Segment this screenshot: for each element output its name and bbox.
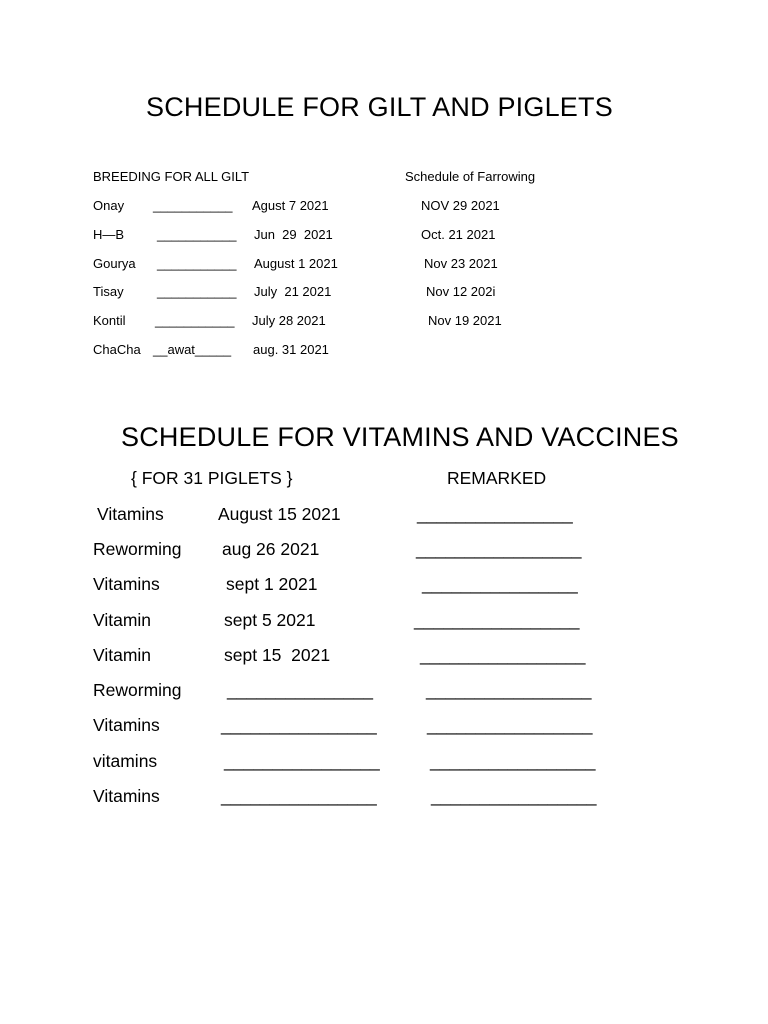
- gilt-name: ChaCha: [93, 342, 141, 357]
- gilt-name: H—B: [93, 227, 125, 242]
- vitamin-remark: _________________: [430, 751, 596, 771]
- vitamin-item: Vitamins: [93, 715, 160, 735]
- piglets-subheader: { FOR 31 PIGLETS }: [131, 468, 293, 488]
- vitamin-date: aug 26 2021: [222, 539, 320, 559]
- vitamin-date: sept 5 2021: [224, 610, 316, 630]
- vitamin-remark: _________________: [426, 680, 592, 700]
- gilt-blank: __awat_____: [153, 342, 232, 357]
- farrowing-date: Oct. 21 2021: [421, 227, 496, 242]
- vitamin-remark: _________________: [427, 715, 593, 735]
- breeding-header: BREEDING FOR ALL GILT: [93, 169, 250, 184]
- vitamin-date: ________________: [224, 751, 380, 771]
- vitamin-item: vitamins: [93, 751, 158, 771]
- vitamin-remark: ________________: [417, 504, 573, 524]
- gilt-blank: ___________: [157, 256, 237, 271]
- vitamin-item: Reworming: [93, 539, 182, 559]
- vitamin-date: August 15 2021: [218, 504, 341, 524]
- breeding-date: Agust 7 2021: [252, 198, 329, 213]
- gilt-name: Gourya: [93, 256, 136, 271]
- gilt-name: Tisay: [93, 284, 124, 299]
- page-title-vitamins: SCHEDULE FOR VITAMINS AND VACCINES: [121, 422, 679, 452]
- gilt-blank: ___________: [157, 227, 237, 242]
- vitamin-item: Vitamins: [93, 786, 160, 806]
- farrowing-date: Nov 12 202i: [426, 284, 496, 299]
- vitamin-item: Vitamins: [97, 504, 164, 524]
- vitamin-date: ________________: [221, 715, 377, 735]
- vitamin-item: Vitamin: [93, 610, 152, 630]
- vitamin-remark: _________________: [431, 786, 597, 806]
- vitamin-remark: _________________: [420, 645, 586, 665]
- farrowing-date: NOV 29 2021: [421, 198, 500, 213]
- vitamin-remark: _________________: [414, 610, 580, 630]
- vitamin-date: sept 15 2021: [224, 645, 331, 665]
- remarked-header: REMARKED: [447, 468, 547, 488]
- breeding-date: July 28 2021: [252, 313, 326, 328]
- breeding-date: Jun 29 2021: [254, 227, 333, 242]
- breeding-date: August 1 2021: [254, 256, 338, 271]
- vitamin-date: sept 1 2021: [226, 574, 318, 594]
- vitamin-item: Reworming: [93, 680, 182, 700]
- breeding-date: July 21 2021: [254, 284, 332, 299]
- gilt-blank: ___________: [155, 313, 235, 328]
- gilt-blank: ___________: [157, 284, 237, 299]
- vitamin-date: _______________: [227, 680, 373, 700]
- vitamin-date: ________________: [221, 786, 377, 806]
- gilt-name: Onay: [93, 198, 125, 213]
- farrowing-date: Nov 19 2021: [428, 313, 502, 328]
- vitamin-remark: ________________: [422, 574, 578, 594]
- vitamin-remark: _________________: [416, 539, 582, 559]
- gilt-name: Kontil: [93, 313, 126, 328]
- gilt-blank: ___________: [153, 198, 233, 213]
- vitamin-item: Vitamin: [93, 645, 152, 665]
- vitamin-item: Vitamins: [93, 574, 160, 594]
- farrowing-header: Schedule of Farrowing: [405, 169, 536, 184]
- page-title-gilt: SCHEDULE FOR GILT AND PIGLETS: [146, 92, 613, 122]
- breeding-date: aug. 31 2021: [253, 342, 329, 357]
- farrowing-date: Nov 23 2021: [424, 256, 498, 271]
